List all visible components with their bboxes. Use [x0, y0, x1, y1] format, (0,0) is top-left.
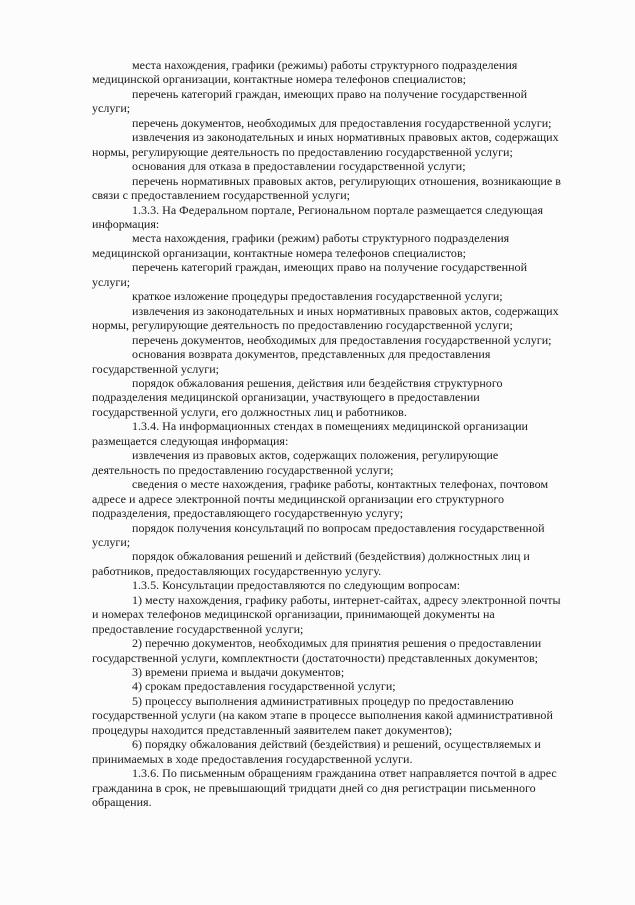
- paragraph: перечень документов, необходимых для предоставления государственной услуги;: [132, 332, 552, 347]
- paragraph: основания возврата документов, представленных для предоставления государственной услуги;: [92, 347, 491, 376]
- section-heading: 1.3.4. На информационных стендах в помещениях медицинской организации размещается следующая информация:: [92, 419, 528, 448]
- paragraph: извлечения из правовых актов, содержащих положения, регулирующие деятельность по предоставлению государственной услуги;: [92, 448, 499, 477]
- paragraph: порядок получения консультаций по вопросам предоставления государственной услуги;: [92, 520, 545, 549]
- paragraph: извлечения из законодательных и иных нормативных правовых актов, содержащих нормы, регулирующие деятельность по предоставлению государственной услуги;: [92, 303, 559, 333]
- paragraph: порядок обжалования решений и действий (бездействия) должностных лиц и работников, предоставляющих государственную услугу.: [92, 549, 530, 578]
- paragraph: перечень категорий граждан, имеющих право на получение государственной услуги;: [92, 260, 528, 289]
- paragraph: краткое изложение процедуры предоставления государственной услуги;: [132, 289, 503, 304]
- section-heading: 1.3.6. По письменным обращениям гражданина ответ направляется почтой в адрес гражданина в срок, не превышающий тридцати дней со дня регистрации письменного обращения.: [92, 766, 557, 810]
- list-item: 3) времени приема и выдачи документов;: [132, 665, 345, 680]
- paragraph: основания для отказа в предоставлении государственной услуги;: [132, 159, 466, 174]
- paragraph: извлечения из законодательных и иных нормативных правовых актов, содержащих нормы, регулирующие деятельность по предоставлению государственной услуги;: [92, 130, 559, 159]
- paragraph: порядок обжалования решения, действия или бездействия структурного подразделения медицинской организации, участвующего в предоставлении государственной услуги, его должностных лиц и работников.: [92, 375, 503, 419]
- paragraph: перечень документов, необходимых для предоставления государственной услуги;: [132, 115, 552, 130]
- document-body: [92, 58, 588, 810]
- list-item: 6) порядку обжалования действий (бездействия) и решений, осуществляемых и принимаемых в ходе предоставления государственной услуги.: [92, 737, 541, 766]
- list-item: 5) процессу выполнения административных процедур по предоставлению государственной услуги (на каком этапе в процессе выполнения какой административной процедуры находится представленный заявителем пакет документов);: [92, 693, 553, 737]
- list-item: 1) месту нахождения, графику работы, интернет-сайтах, адресу электронной почты и номерах телефонов медицинской организации, принимающей документы на предоставление государственной услуги;: [92, 592, 561, 636]
- paragraph: места нахождения, графики (режим) работы структурного подразделения медицинской организации, контактные номера телефонов специалистов;: [92, 231, 510, 260]
- paragraph: места нахождения, графики (режимы) работы структурного подразделения медицинской организации, контактные номера телефонов специалистов;: [92, 58, 518, 87]
- list-item: 4) срокам предоставления государственной услуги;: [132, 679, 396, 694]
- section-heading: 1.3.3. На Федеральном портале, Региональном портале размещается следующая информация:: [92, 202, 544, 231]
- paragraph: перечень категорий граждан, имеющих право на получение государственной услуги;: [92, 86, 528, 116]
- paragraph: сведения о месте нахождения, графике работы, контактных телефонах, почтовом адресе и адресе электронной почты медицинской организации его структурного подразделения, предоставляющего государственную услугу;: [92, 477, 549, 521]
- paragraph: перечень нормативных правовых актов, регулирующих отношения, возникающие в связи с предоставлением государственной услуги;: [92, 173, 561, 203]
- section-heading: 1.3.5. Консультации предоставляются по следующим вопросам:: [132, 578, 461, 593]
- list-item: 2) перечню документов, необходимых для принятия решения о предоставлении государственной услуги, комплектности (достаточности) представленных документов;: [92, 636, 542, 665]
